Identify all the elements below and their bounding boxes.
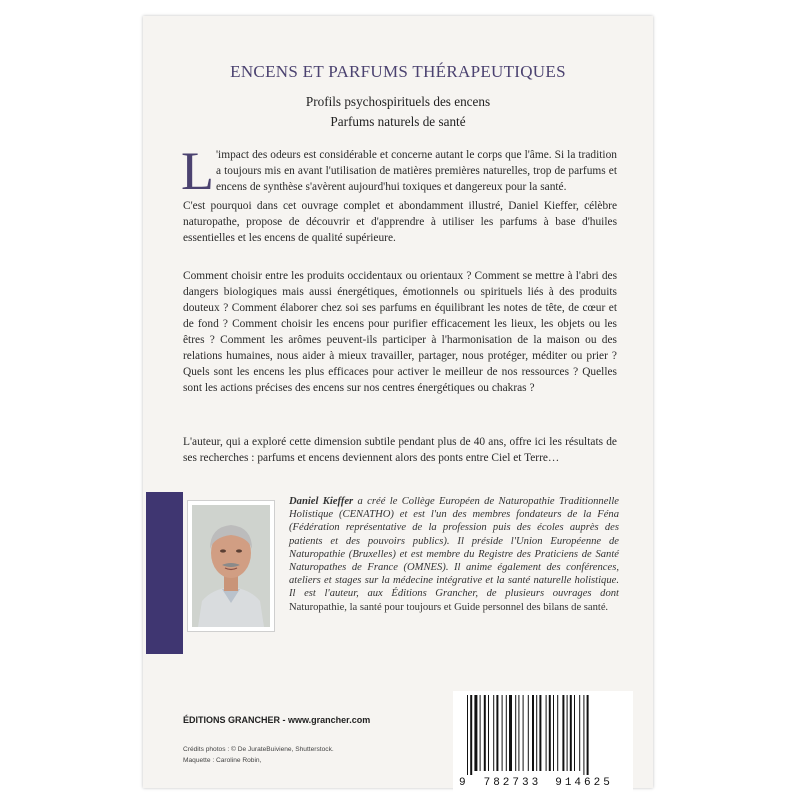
barcode-bar bbox=[509, 695, 512, 771]
book-subtitle-1: Profils psychospirituels des encens bbox=[305, 94, 491, 109]
barcode-bar bbox=[484, 695, 486, 771]
barcode-bar bbox=[574, 695, 575, 771]
barcode-bar bbox=[539, 695, 541, 771]
intro-paragraph bbox=[181, 141, 617, 201]
author-book-1: Naturopathie, la santé pour toujours bbox=[289, 601, 442, 613]
isbn-group-1: 782733 bbox=[483, 777, 542, 789]
barcode-bars bbox=[453, 691, 633, 775]
barcode-bar bbox=[474, 695, 477, 771]
isbn-group-2: 914625 bbox=[555, 777, 613, 789]
author-name: Daniel Kieffer bbox=[289, 496, 354, 507]
barcode-bar bbox=[549, 695, 551, 771]
author-accent-bar bbox=[146, 492, 183, 654]
barcode-bar bbox=[493, 695, 494, 771]
barcode-bar bbox=[523, 695, 524, 771]
barcode-bar bbox=[557, 695, 558, 771]
barcode-bar bbox=[567, 695, 568, 771]
barcode-bar bbox=[553, 695, 554, 771]
barcode-bar bbox=[570, 695, 572, 771]
book-subtitle-2: Parfums naturels de santé bbox=[330, 114, 466, 129]
author-book-2: Guide personnel des bilans de santé bbox=[454, 601, 606, 613]
author-portrait-illustration bbox=[192, 505, 270, 627]
barcode-bar bbox=[506, 695, 507, 771]
barcode-bar bbox=[587, 695, 589, 775]
author-summary-paragraph: L'auteur, qui a exploré cette dimension subtile pendant plus de 40 ans, offre ici les résultats de ses recherches : parfums et encens deviennent alors des ponts entre Ciel et Terre… bbox=[183, 436, 617, 464]
barcode-bar bbox=[467, 695, 468, 775]
author-photo bbox=[192, 505, 270, 627]
barcode-bar bbox=[470, 695, 472, 775]
barcode-bar bbox=[536, 695, 537, 771]
drop-cap: L bbox=[181, 141, 214, 201]
questions-paragraph: Comment choisir entre les produits occidentaux ou orientaux ? Comment se mettre à l'abri des dangers biologiques mais aussi énergétiques, émotionnels ou spirituels liés à des produits douteux ? Comment élaborer chez soi ses parfums en équilibrant les notes de tête, de cœur et de fond ? Comment choisir les encens pour purifier efficacement les lieux, les objets ou les êtres ? Comment les arômes peuvent-ils participer à l'harmonisation de la maison ou des relations humaines, nous aider à mieux travailler, partager, nous protéger, méditer ou prier ? Quels sont les encens les plus efficaces pour activer le meilleur de nos ressources ? Quelles sont les actions précises des encens sur nos centres énergétiques ou chakras ? bbox=[183, 270, 617, 394]
author-bio-text-2: et bbox=[441, 601, 455, 613]
barcode-bar bbox=[532, 695, 534, 771]
barcode-bar bbox=[546, 695, 547, 771]
author-bio-text-1: a créé le Collège Européen de Naturopathie Traditionnelle Holistique (CENATHO) et est l'un des membres fondateurs de la Féna (Fédération représentative de la profession puis des écoles auprès des patients et des pouvoirs publics). Il préside l'Union Européenne de Naturopathie (Bruxelles) et est membre du Registre des Praticiens de Santé Naturopathes de France (OMNES). Il anime également des conférences, ateliers et stages sur la médecine intégrative et la santé naturelle holistique. Il est l'auteur, aux Éditions Grancher, de plusieurs ouvrages dont bbox=[289, 496, 619, 600]
barcode-bar bbox=[480, 695, 481, 771]
barcode-bar bbox=[496, 695, 498, 771]
description-paragraph: C'est pourquoi dans cet ouvrage complet et abondamment illustré, Daniel Kieffer, célèbre naturopathe, propose de découvrir et d'apprendre à utiliser les parfums à base d'huiles essentielles et les encens de qualité supérieure. bbox=[183, 200, 617, 244]
credits-maquette: Maquette : Caroline Robin, bbox=[183, 757, 262, 764]
barcode-bar bbox=[528, 695, 529, 771]
isbn-digit-1: 9 bbox=[459, 777, 466, 789]
barcode-bar bbox=[579, 695, 580, 771]
intro-text: 'impact des odeurs est considérable et concerne autant le corps que l'âme. Si la tradition a toujours mis en avant l'utilisation de matières premières naturelles, trop de parfums et encens de synthèse s'avèrent aujourd'hui toxiques et dangereux pour la santé. bbox=[216, 149, 617, 193]
author-bio-text-3: . bbox=[605, 601, 609, 613]
barcode-bar bbox=[502, 695, 503, 771]
publisher-line: ÉDITIONS GRANCHER - www.grancher.com bbox=[183, 715, 371, 725]
isbn-number bbox=[453, 777, 633, 789]
book-back-cover bbox=[143, 16, 653, 788]
barcode-bar bbox=[518, 695, 519, 771]
barcode-bar bbox=[562, 695, 564, 771]
credits-photos: Crédits photos : © De JurateBuiviene, Shutterstock. bbox=[183, 746, 334, 753]
barcode-bar bbox=[583, 695, 584, 775]
author-photo-frame bbox=[187, 500, 275, 632]
barcode-bar bbox=[515, 695, 516, 771]
isbn-barcode bbox=[453, 691, 633, 796]
barcode-bar bbox=[488, 695, 489, 771]
author-bio bbox=[289, 495, 619, 614]
book-title: ENCENS ET PARFUMS THÉRAPEUTIQUES bbox=[230, 62, 566, 81]
